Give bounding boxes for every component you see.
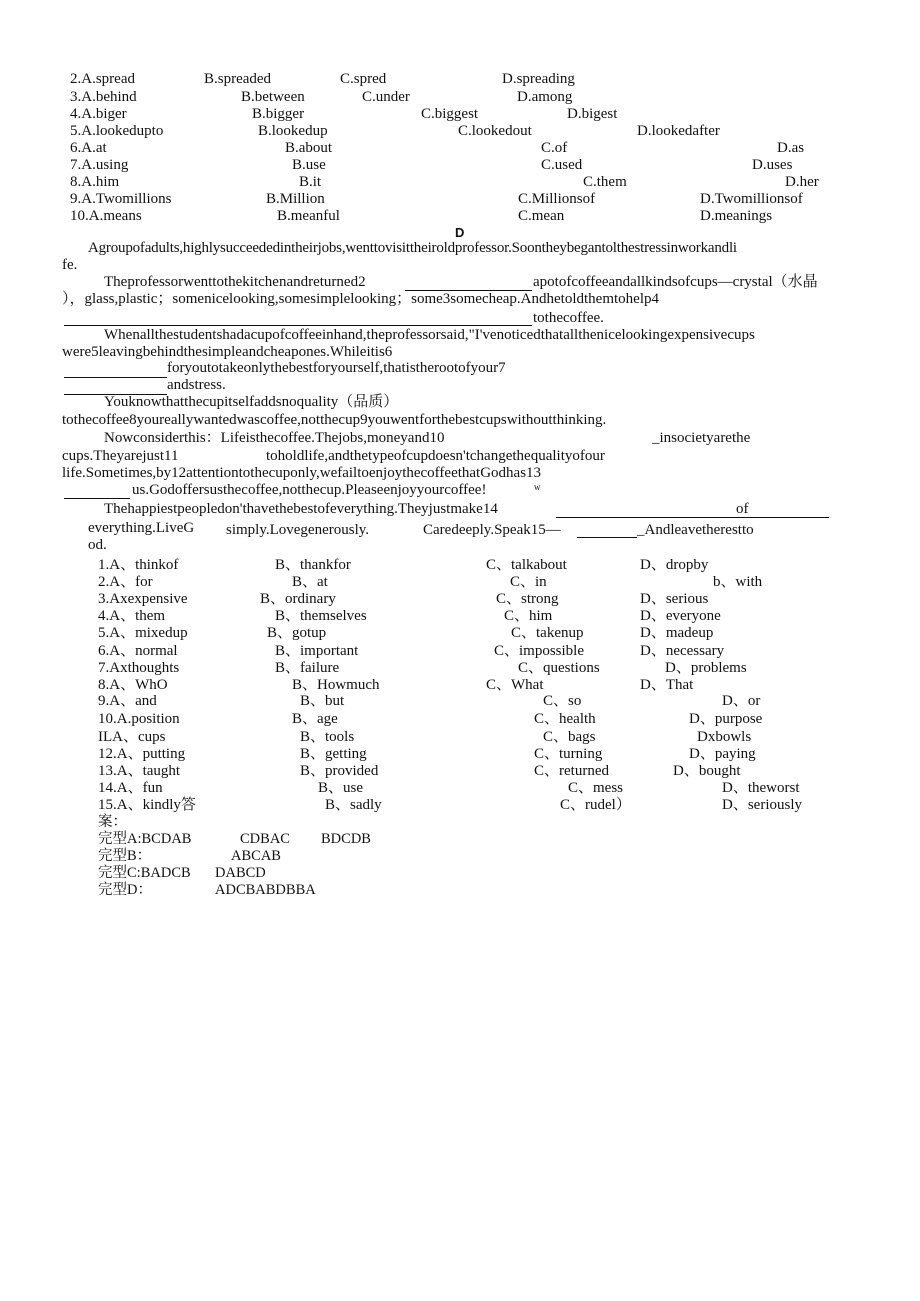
option-d: D、dropby bbox=[640, 557, 709, 573]
option-d: D.among bbox=[517, 89, 573, 105]
option-c: C.them bbox=[583, 174, 627, 190]
passage-line: of bbox=[736, 501, 749, 517]
answer-blank bbox=[64, 498, 130, 499]
option-a: 4.A、them bbox=[98, 608, 166, 624]
option-a: 5.A.lookedupto bbox=[70, 123, 164, 139]
passage-line: us.Godoffersusthecoffee,notthecup.Pleaseenjoyyourcoffee! bbox=[132, 482, 487, 498]
option-a: 8.A.him bbox=[70, 174, 120, 190]
option-c: C.spred bbox=[340, 71, 387, 87]
passage-line: _insocietyarethe bbox=[652, 430, 751, 446]
option-d: D.meanings bbox=[700, 208, 773, 224]
option-d: D、theworst bbox=[722, 780, 800, 796]
option-a: 6.A.at bbox=[70, 140, 107, 156]
option-b: B、at bbox=[292, 574, 328, 590]
option-d: D、purpose bbox=[689, 711, 763, 727]
option-c: C.of bbox=[541, 140, 568, 156]
option-c: C、mess bbox=[568, 780, 624, 796]
option-a: 13.A、taught bbox=[98, 763, 181, 779]
answer-blank bbox=[556, 517, 829, 518]
option-c: C.Millionsof bbox=[518, 191, 596, 207]
option-a: ILA、cups bbox=[98, 729, 166, 745]
passage-line: Caredeeply.Speak15— bbox=[423, 522, 561, 538]
option-c: C、talkabout bbox=[486, 557, 567, 573]
passage-line: od. bbox=[88, 537, 107, 553]
passage-line: life.Sometimes,by12attentiontothecuponly,wefailtoenjoythecoffeethatGodhas13 bbox=[62, 465, 542, 481]
answer-a-part3: BDCDB bbox=[321, 831, 371, 847]
option-d: D、or bbox=[722, 693, 761, 709]
option-c: C、returned bbox=[534, 763, 609, 779]
option-c: C、in bbox=[510, 574, 547, 590]
option-d: D、serious bbox=[640, 591, 709, 607]
option-a: 14.A、fun bbox=[98, 780, 163, 796]
answer-blank bbox=[577, 537, 637, 538]
option-b: B、use bbox=[318, 780, 364, 796]
option-b: B.bigger bbox=[252, 106, 305, 122]
option-b: B、provided bbox=[300, 763, 379, 779]
option-c: C.mean bbox=[518, 208, 565, 224]
answer-c-value: DABCD bbox=[215, 865, 266, 881]
option-b: B、getting bbox=[300, 746, 367, 762]
option-d: D.lookedafter bbox=[637, 123, 720, 139]
option-d: Dxbowls bbox=[697, 729, 752, 745]
option-b: B.use bbox=[292, 157, 326, 173]
option-a: 9.A、and bbox=[98, 693, 157, 709]
option-b: B、but bbox=[300, 693, 345, 709]
option-b: B.spreaded bbox=[204, 71, 272, 87]
option-a: 8.A、WhO bbox=[98, 677, 168, 693]
option-b: B.lookedup bbox=[258, 123, 328, 139]
passage-line: Thehappiestpeopledon'thavethebestofeverything.Theyjustmake14 bbox=[104, 501, 498, 517]
passage-line: apotofcoffeeandallkindsofcups—crystal（水晶 bbox=[533, 274, 818, 290]
option-a: 15.A、kindly答 bbox=[98, 797, 196, 813]
option-b: B、tools bbox=[300, 729, 355, 745]
passage-line: Nowconsiderthis：Lifeisthecoffee.Thejobs,moneyand10 bbox=[104, 430, 445, 446]
passage-line: foryoutotakeonlythebestforyourself,thatistherootofyour7 bbox=[167, 360, 506, 376]
option-d: D、madeup bbox=[640, 625, 714, 641]
passage-line: _Andleavetheresttо bbox=[637, 522, 754, 538]
option-a: 7.A.using bbox=[70, 157, 129, 173]
answer-c-label: 完型C:BADCB bbox=[98, 865, 191, 881]
option-c: C、strong bbox=[496, 591, 559, 607]
option-a: 2.A.spread bbox=[70, 71, 135, 87]
passage-line: Youknowthatthecupitselfaddsnoquality（品质） bbox=[104, 394, 399, 410]
option-d: D.uses bbox=[752, 157, 793, 173]
option-d: D.bigest bbox=[567, 106, 618, 122]
option-c: C、so bbox=[543, 693, 582, 709]
answer-b-label: 完型B： bbox=[98, 848, 152, 864]
option-b: B、ordinary bbox=[260, 591, 336, 607]
option-b: B.about bbox=[285, 140, 333, 156]
option-a: 9.A.Twomillions bbox=[70, 191, 172, 207]
option-c: C.under bbox=[362, 89, 410, 105]
option-b: B、thankfor bbox=[275, 557, 351, 573]
option-b: B、gotup bbox=[267, 625, 327, 641]
option-d: D、bought bbox=[673, 763, 741, 779]
option-d: D.Twomillionsof bbox=[700, 191, 803, 207]
answer-a-part2: CDBAC bbox=[240, 831, 290, 847]
passage-superscript: w bbox=[534, 482, 541, 492]
option-d: D、everyone bbox=[640, 608, 721, 624]
option-d: D.her bbox=[785, 174, 819, 190]
option-b: B、Howmuch bbox=[292, 677, 380, 693]
passage-line: Agroupofadults,highlysucceededintheirjobs,wenttovisittheiroldprofessor.Soontheybegantolthestressinworkandli bbox=[88, 240, 737, 256]
option-a: 10.A.position bbox=[98, 711, 180, 727]
option-a: 10.A.means bbox=[70, 208, 142, 224]
option-c: C、him bbox=[504, 608, 553, 624]
passage-line: toholdlife,andthetypeofcupdoesn'tchangethequalityofour bbox=[266, 448, 605, 464]
option-c: C、takenup bbox=[511, 625, 584, 641]
option-c: C、questions bbox=[518, 660, 600, 676]
passage-line: were5leavingbehindthesimpleandcheapones.Whileitis6 bbox=[62, 344, 393, 360]
option-d: D.spreading bbox=[502, 71, 575, 87]
option-c: C、bags bbox=[543, 729, 596, 745]
answer-d-value: ADCBABDBBA bbox=[215, 882, 316, 898]
answer-b-value: ABCAB bbox=[231, 848, 281, 864]
option-d: D、That bbox=[640, 677, 694, 693]
option-a: 5.A、mixedup bbox=[98, 625, 188, 641]
option-c: C.biggest bbox=[421, 106, 479, 122]
option-c: C、impossible bbox=[494, 643, 585, 659]
option-c: C.lookedout bbox=[458, 123, 532, 139]
option-a: 4.A.biger bbox=[70, 106, 127, 122]
answer-blank bbox=[64, 325, 532, 326]
option-b: B.meanful bbox=[277, 208, 340, 224]
option-d: D.as bbox=[777, 140, 805, 156]
option-c: C、turning bbox=[534, 746, 603, 762]
section-heading: D bbox=[455, 225, 465, 240]
option-b: B.it bbox=[299, 174, 322, 190]
option-a: 3.Axexpensive bbox=[98, 591, 188, 607]
option-c: C、health bbox=[534, 711, 596, 727]
option-b: B、themselves bbox=[275, 608, 367, 624]
passage-line: simply.Lovegenerously. bbox=[226, 522, 370, 538]
option-d: D、necessary bbox=[640, 643, 725, 659]
answer-blank bbox=[64, 377, 167, 378]
option-a: 1.A、thinkof bbox=[98, 557, 179, 573]
option-a: 3.A.behind bbox=[70, 89, 137, 105]
answer-d-label: 完型D： bbox=[98, 882, 152, 898]
option-d: D、seriously bbox=[722, 797, 802, 813]
option-b: B.between bbox=[241, 89, 305, 105]
passage-line: tothecoffee. bbox=[533, 310, 604, 326]
passage-line: Theprofessorwenttothekitchenandreturned2 bbox=[104, 274, 366, 290]
option-d: D、problems bbox=[665, 660, 747, 676]
passage-line: ），glass,plastic；somenicelooking,somesimplelooking；some3somecheap.Andhetoldthemtohelp4 bbox=[62, 291, 659, 307]
answer-a-label: 完型A:BCDAB bbox=[98, 831, 192, 847]
passage-line: Whenallthestudentshadacupofcoffeeinhand,theprofessorsaid,"I'venoticedthatallthenicelookingexpensivecups bbox=[104, 327, 755, 343]
option-b: B、failure bbox=[275, 660, 340, 676]
option-b: B、sadly bbox=[325, 797, 382, 813]
option-b: B.Million bbox=[266, 191, 325, 207]
option-d: D、paying bbox=[689, 746, 756, 762]
option-a: 12.A、putting bbox=[98, 746, 186, 762]
option-d: b、with bbox=[713, 574, 763, 590]
option-b: B、important bbox=[275, 643, 359, 659]
option-c: C.used bbox=[541, 157, 583, 173]
passage-line: tothecoffee8youreallywantedwascoffee,notthecup9youwentforthebestcupswithoutthinking. bbox=[62, 412, 607, 428]
answer-key-label: 案： bbox=[98, 814, 127, 830]
passage-line: andstress. bbox=[167, 377, 226, 393]
passage-line: cups.Theyarejust11 bbox=[62, 448, 179, 464]
option-a: 2.A、for bbox=[98, 574, 153, 590]
option-c: C、rudel） bbox=[560, 797, 631, 813]
passage-line: everything.LiveG bbox=[88, 520, 195, 536]
option-c: C、What bbox=[486, 677, 544, 693]
option-a: 7.Axthoughts bbox=[98, 660, 180, 676]
option-b: B、age bbox=[292, 711, 338, 727]
option-a: 6.A、normal bbox=[98, 643, 178, 659]
passage-line: fe. bbox=[62, 257, 78, 273]
